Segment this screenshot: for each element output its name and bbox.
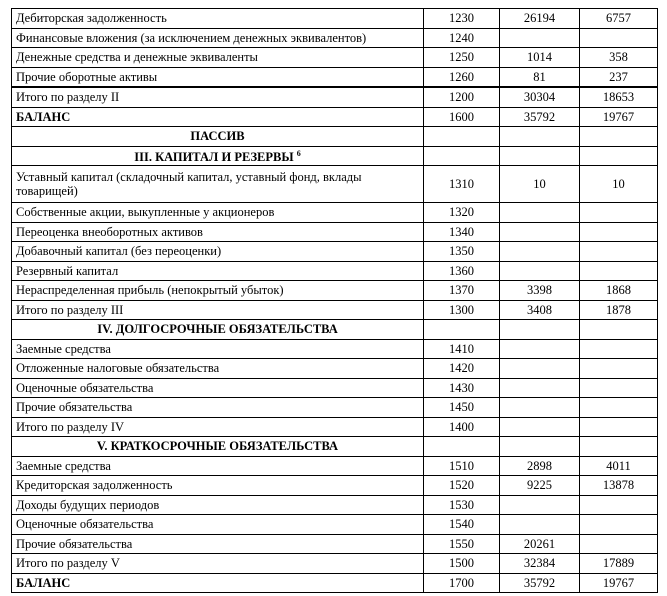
value-previous: [580, 378, 658, 398]
row-label: [12, 534, 424, 554]
row-code: 1420: [424, 359, 500, 379]
value-previous: 18653: [580, 87, 658, 107]
row-label-text: Отложенные налоговые обязательства: [16, 361, 220, 376]
value-current: 35792: [500, 107, 580, 127]
row-label: [12, 339, 424, 359]
row-label-text: Уставный капитал (складочный капитал, уставный фонд, вклады товарищей): [16, 170, 362, 198]
table-row: [12, 281, 658, 301]
row-label: [12, 378, 424, 398]
value-previous: 358: [580, 48, 658, 68]
row-label-text: Доходы будущих периодов: [16, 497, 160, 512]
row-code: 1340: [424, 222, 500, 242]
row-label: [12, 87, 424, 107]
row-code: 1700: [424, 573, 500, 593]
value-current: [500, 515, 580, 535]
row-label-text: Денежные средства и денежные эквиваленты: [16, 50, 258, 65]
value-previous: [580, 203, 658, 223]
value-previous: 19767: [580, 107, 658, 127]
row-label: [12, 456, 424, 476]
table-row: [12, 359, 658, 379]
value-current: 1014: [500, 48, 580, 68]
value-previous: [580, 222, 658, 242]
row-label: [12, 281, 424, 301]
value-previous: [580, 320, 658, 340]
row-label-text: Кредиторская задолженность: [16, 478, 173, 493]
value-previous: [580, 495, 658, 515]
row-label-text: Финансовые вложения (за исключением денежных эквивалентов): [16, 30, 367, 45]
row-label: [12, 107, 424, 127]
table-row: [12, 554, 658, 574]
row-label-text: БАЛАНС: [16, 575, 71, 590]
row-label-text: Переоценка внеоборотных активов: [16, 224, 203, 239]
row-code: 1520: [424, 476, 500, 496]
table-row: [12, 203, 658, 223]
row-code: 1400: [424, 417, 500, 437]
row-label: [12, 242, 424, 262]
row-label: [12, 127, 424, 147]
row-label: [12, 320, 424, 340]
value-previous: [580, 261, 658, 281]
value-current: 32384: [500, 554, 580, 574]
value-current: 26194: [500, 9, 580, 29]
row-code: 1410: [424, 339, 500, 359]
value-current: [500, 359, 580, 379]
row-label-text: Итого по разделу III: [16, 302, 124, 317]
value-current: [500, 203, 580, 223]
value-current: [500, 28, 580, 48]
table-row: [12, 107, 658, 127]
value-current: [500, 417, 580, 437]
row-label: [12, 146, 424, 166]
balance-sheet-table: [11, 8, 658, 593]
row-label: [12, 222, 424, 242]
row-label-text: IV. ДОЛГОСРОЧНЫЕ ОБЯЗАТЕЛЬСТВА: [97, 322, 338, 337]
value-current: 30304: [500, 87, 580, 107]
value-previous: 237: [580, 67, 658, 87]
value-previous: [580, 146, 658, 166]
row-label-text: Итого по разделу V: [16, 556, 120, 571]
row-label-text: Дебиторская задолженность: [16, 11, 167, 26]
row-code: 1550: [424, 534, 500, 554]
value-current: [500, 378, 580, 398]
row-code: 1430: [424, 378, 500, 398]
row-code: 1310: [424, 166, 500, 203]
value-current: [500, 495, 580, 515]
row-label: [12, 495, 424, 515]
table-row: [12, 339, 658, 359]
row-label: [12, 28, 424, 48]
row-label-text: ПАССИВ: [190, 129, 245, 144]
table-row: [12, 67, 658, 87]
value-previous: 17889: [580, 554, 658, 574]
row-label: [12, 476, 424, 496]
row-code: 1300: [424, 300, 500, 320]
row-label-text: Прочие обязательства: [16, 536, 133, 551]
row-code: [424, 127, 500, 147]
value-current: 2898: [500, 456, 580, 476]
table-row: [12, 495, 658, 515]
table-row: [12, 573, 658, 593]
row-code: 1510: [424, 456, 500, 476]
row-label-text: III. КАПИТАЛ И РЕЗЕРВЫ: [134, 150, 294, 165]
value-previous: [580, 339, 658, 359]
row-code: [424, 437, 500, 457]
row-label-text: Итого по разделу IV: [16, 419, 125, 434]
table-row: [12, 398, 658, 418]
row-label: [12, 67, 424, 87]
row-label-text: БАЛАНС: [16, 109, 71, 124]
row-code: 1530: [424, 495, 500, 515]
section-header-row: [12, 127, 658, 147]
table-row: [12, 9, 658, 29]
row-code: [424, 320, 500, 340]
row-label: [12, 9, 424, 29]
row-label-text: Заемные средства: [16, 458, 111, 473]
value-previous: [580, 242, 658, 262]
row-label: [12, 515, 424, 535]
row-code: 1200: [424, 87, 500, 107]
row-code: 1540: [424, 515, 500, 535]
table-row: [12, 515, 658, 535]
row-label-text: Прочие обязательства: [16, 400, 133, 415]
row-code: 1450: [424, 398, 500, 418]
row-label-text: Итого по разделу II: [16, 90, 120, 105]
table-row: [12, 222, 658, 242]
value-current: 3398: [500, 281, 580, 301]
section-header-row: [12, 320, 658, 340]
table-row: [12, 300, 658, 320]
value-previous: [580, 28, 658, 48]
row-label: [12, 166, 424, 203]
value-previous: [580, 515, 658, 535]
value-previous: 19767: [580, 573, 658, 593]
row-label: [12, 573, 424, 593]
table-row: [12, 417, 658, 437]
row-label: [12, 48, 424, 68]
value-current: [500, 222, 580, 242]
row-code: 1260: [424, 67, 500, 87]
value-current: [500, 242, 580, 262]
table-row: [12, 28, 658, 48]
table-row: [12, 456, 658, 476]
row-label-text: Оценочные обязательства: [16, 517, 154, 532]
row-label-text: Прочие оборотные активы: [16, 69, 158, 84]
row-label-text: V. КРАТКОСРОЧНЫЕ ОБЯЗАТЕЛЬСТВА: [96, 439, 339, 454]
row-label-text: Нераспределенная прибыль (непокрытый убыток): [16, 283, 284, 298]
value-current: [500, 261, 580, 281]
row-code: 1250: [424, 48, 500, 68]
row-code: 1350: [424, 242, 500, 262]
row-label: [12, 300, 424, 320]
row-label-text: Оценочные обязательства: [16, 380, 154, 395]
section-header-row: [12, 437, 658, 457]
row-code: 1240: [424, 28, 500, 48]
value-previous: [580, 127, 658, 147]
value-current: 3408: [500, 300, 580, 320]
table-row: [12, 261, 658, 281]
table-row: [12, 378, 658, 398]
value-current: [500, 398, 580, 418]
value-previous: 1868: [580, 281, 658, 301]
value-current: [500, 320, 580, 340]
row-code: [424, 146, 500, 166]
value-previous: [580, 534, 658, 554]
row-code: 1320: [424, 203, 500, 223]
value-previous: [580, 359, 658, 379]
balance-sheet-body: [12, 9, 658, 593]
row-label: [12, 437, 424, 457]
footnote-marker: 6: [296, 149, 301, 159]
value-previous: 6757: [580, 9, 658, 29]
row-code: 1370: [424, 281, 500, 301]
row-label-text: Заемные средства: [16, 341, 111, 356]
row-code: 1360: [424, 261, 500, 281]
row-label: [12, 203, 424, 223]
table-row: [12, 166, 658, 203]
row-label: [12, 417, 424, 437]
section-header-row: [12, 146, 658, 166]
value-current: 9225: [500, 476, 580, 496]
row-label-text: Собственные акции, выкупленные у акционеров: [16, 205, 275, 220]
row-label: [12, 359, 424, 379]
row-label: [12, 261, 424, 281]
value-previous: [580, 398, 658, 418]
value-previous: 1878: [580, 300, 658, 320]
row-label-text: Резервный капитал: [16, 263, 119, 278]
value-previous: [580, 417, 658, 437]
value-previous: [580, 437, 658, 457]
row-code: 1600: [424, 107, 500, 127]
value-current: 81: [500, 67, 580, 87]
table-row: [12, 48, 658, 68]
table-row: [12, 476, 658, 496]
value-current: 35792: [500, 573, 580, 593]
value-current: [500, 437, 580, 457]
row-label: [12, 398, 424, 418]
value-previous: 10: [580, 166, 658, 203]
row-code: 1230: [424, 9, 500, 29]
value-current: 20261: [500, 534, 580, 554]
value-current: [500, 127, 580, 147]
row-label: [12, 554, 424, 574]
row-label-text: Добавочный капитал (без переоценки): [16, 244, 222, 259]
table-row: [12, 87, 658, 107]
row-code: 1500: [424, 554, 500, 574]
value-previous: 4011: [580, 456, 658, 476]
table-row: [12, 242, 658, 262]
table-row: [12, 534, 658, 554]
value-previous: 13878: [580, 476, 658, 496]
value-current: 10: [500, 166, 580, 203]
value-current: [500, 339, 580, 359]
value-current: [500, 146, 580, 166]
